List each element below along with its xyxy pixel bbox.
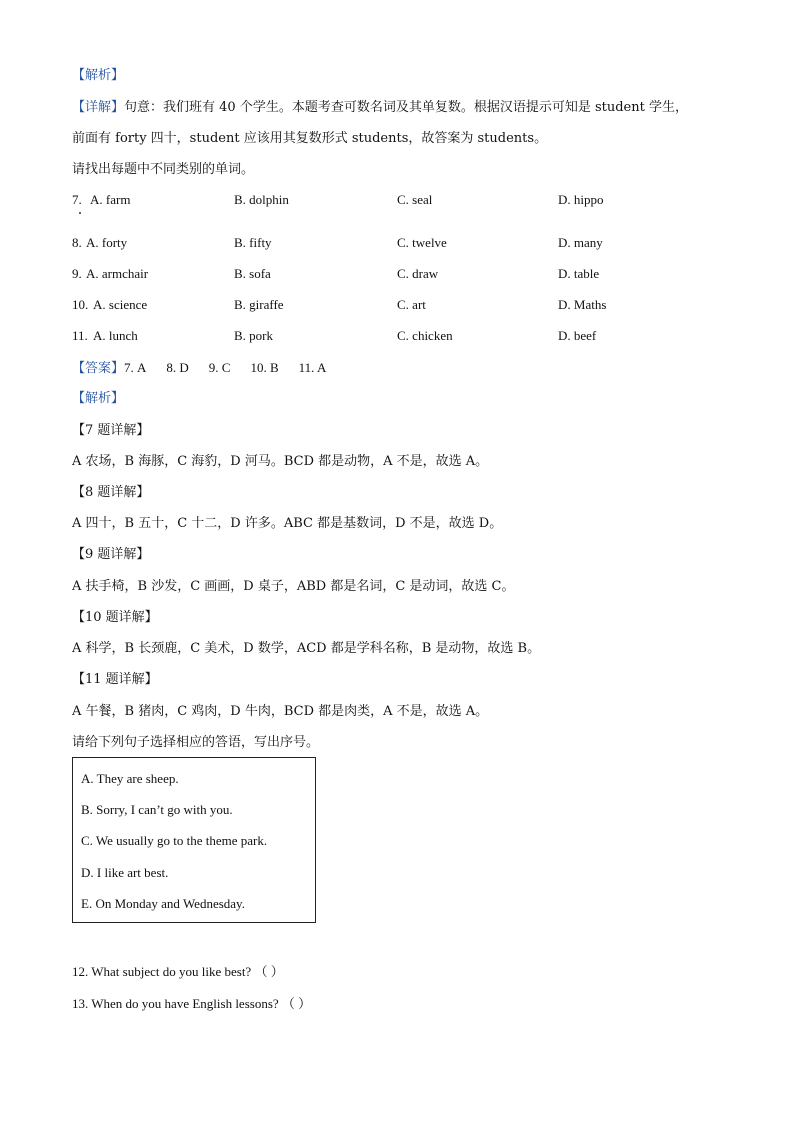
detail-text-10: A 科学，B 长颈鹿，C 美术，D 数学，ACD 都是学科名称，B 是动物，故选 B。 — [72, 641, 541, 656]
question-row — [72, 235, 732, 253]
option-a: A. armchair — [86, 266, 149, 281]
answer-item: 9. C — [208, 360, 231, 375]
detail-tag-11: 【11 题详解】 — [72, 672, 158, 687]
option-c: C. chicken — [397, 328, 453, 343]
option-d: D. many — [558, 235, 603, 250]
stray-dot — [79, 212, 81, 214]
detail-text-9: A 扶手椅，B 沙发，C 画画，D 桌子，ABD 都是名词，C 是动词，故选 C。 — [72, 579, 515, 594]
detail-text-7: A 农场，B 海豚，C 海豹，D 河马。BCD 都是动物，A 不是，故选 A。 — [72, 454, 489, 469]
option-a: A. forty — [86, 235, 128, 250]
answer-line — [72, 359, 346, 378]
detail-paragraph-line2: 前面有 forty 四十，student 应该用其复数形式 students，故答案为 students。 — [72, 131, 548, 146]
option-b: B. sofa — [234, 266, 271, 281]
instruction-odd-one-out: 请找出每题中不同类别的单词。 — [72, 162, 255, 177]
option-item: A. They are sheep. — [81, 771, 179, 786]
option-item: D. I like art best. — [81, 865, 169, 880]
answer-item: 7. A — [124, 360, 147, 375]
option-c: C. twelve — [397, 235, 447, 250]
question-row — [72, 297, 732, 315]
analysis-header: 【解析】 — [72, 68, 125, 83]
detail-tag-9: 【9 题详解】 — [72, 547, 150, 562]
option-d: D. hippo — [558, 192, 604, 207]
option-a: A. farm — [90, 192, 131, 207]
question-row — [72, 192, 732, 210]
option-b: B. dolphin — [234, 192, 289, 207]
question-13: 13. When do you have English lessons? （ ） — [72, 996, 312, 1011]
detail-text-11: A 午餐，B 猪肉，C 鸡肉，D 牛肉，BCD 都是肉类，A 不是，故选 A。 — [72, 704, 489, 719]
option-d: D. table — [558, 266, 600, 281]
options-box — [72, 757, 316, 923]
answer-item: 8. D — [166, 360, 189, 375]
detail-text-8: A 四十，B 五十，C 十二，D 许多。ABC 都是基数词，D 不是，故选 D。 — [72, 516, 503, 531]
question-number: 10. — [72, 297, 89, 312]
question-number: 8. — [72, 235, 82, 250]
option-a: A. science — [93, 297, 148, 312]
question-row — [72, 266, 732, 284]
detail-paragraph-line1 — [72, 99, 688, 117]
detail-tag: 【详解】 — [72, 100, 125, 115]
option-d: D. Maths — [558, 297, 607, 312]
option-c: C. draw — [397, 266, 439, 281]
question-number: 7. — [72, 192, 82, 207]
option-a: A. lunch — [93, 328, 138, 343]
answer-item: 10. B — [250, 360, 279, 375]
question-row — [72, 328, 732, 346]
detail-text: 句意：我们班有 40 个学生。本题考查可数名词及其单复数。根据汉语提示可知是 student 学生， — [124, 100, 688, 115]
option-b: B. giraffe — [234, 297, 284, 312]
option-item: B. Sorry, I can’t go with you. — [81, 802, 233, 817]
option-item: E. On Monday and Wednesday. — [81, 896, 245, 911]
option-b: B. fifty — [234, 235, 272, 250]
detail-tag-10: 【10 题详解】 — [72, 610, 158, 625]
instruction-match: 请给下列句子选择相应的答语，写出序号。 — [72, 735, 320, 750]
option-c: C. art — [397, 297, 426, 312]
option-d: D. beef — [558, 328, 597, 343]
option-c: C. seal — [397, 192, 433, 207]
detail-tag-8: 【8 题详解】 — [72, 485, 150, 500]
option-b: B. pork — [234, 328, 273, 343]
question-number: 9. — [72, 266, 82, 281]
answer-tag: 【答案】 — [72, 361, 125, 376]
answer-item: 11. A — [298, 360, 327, 375]
analysis-header-2: 【解析】 — [72, 391, 125, 406]
detail-tag-7: 【7 题详解】 — [72, 423, 150, 438]
option-item: C. We usually go to the theme park. — [81, 833, 268, 848]
question-12: 12. What subject do you like best? （ ） — [72, 964, 284, 979]
question-number: 11. — [72, 328, 88, 343]
